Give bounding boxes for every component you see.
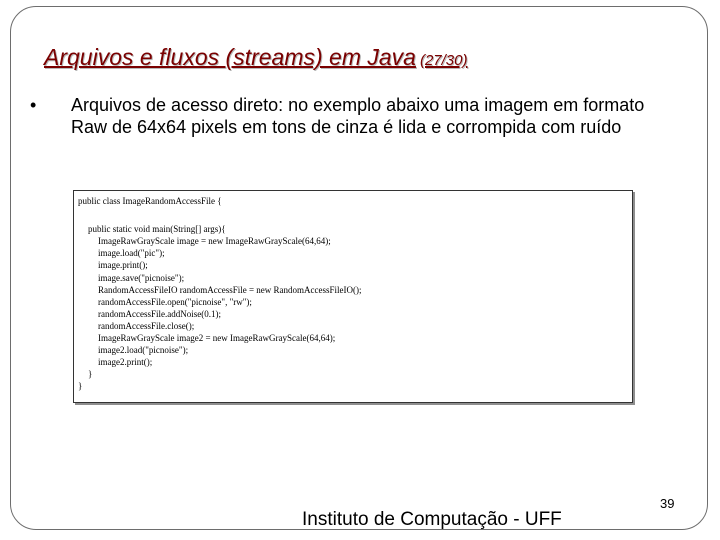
code-line: public static void main(String[] args){ — [88, 224, 226, 235]
code-line: RandomAccessFileIO randomAccessFile = new RandomAccessFileIO(); — [98, 284, 362, 295]
code-line: image2.print(); — [98, 357, 153, 368]
code-line: image2.load("picnoise"); — [98, 345, 189, 356]
page-number: 39 — [660, 496, 675, 511]
code-line: image.save("picnoise"); — [98, 272, 185, 283]
code-line: randomAccessFile.close(); — [98, 320, 195, 331]
code-line: randomAccessFile.open("picnoise", "rw"); — [98, 296, 252, 307]
code-line: randomAccessFile.addNoise(0.1); — [98, 308, 221, 319]
code-line: image.print(); — [98, 260, 148, 271]
title-main: Arquivos e fluxos (streams) em Java — [44, 44, 416, 70]
code-line: ImageRawGrayScale image2 = new ImageRawGrayScale(64,64); — [98, 333, 336, 343]
bullet-text: Arquivos de acesso direto: no exemplo abaixo uma imagem em formato Raw de 64x64 pixels em tons de cinza é lida e corrompida com ruído — [71, 95, 645, 137]
code-line: } — [78, 381, 83, 392]
code-line: ImageRawGrayScale image = new ImageRawGrayScale(64,64); — [98, 236, 331, 247]
code-line: } — [88, 369, 93, 380]
slide-title — [44, 36, 467, 73]
slide-counter: (27/30) — [419, 52, 468, 69]
footer-institution: Instituto de Computação - UFF — [302, 509, 562, 530]
code-line: public class ImageRandomAccessFile { — [78, 196, 222, 206]
code-line: image.load("pic"); — [98, 248, 165, 259]
bullet-dot-icon: • — [30, 95, 37, 115]
code-block — [73, 190, 633, 403]
